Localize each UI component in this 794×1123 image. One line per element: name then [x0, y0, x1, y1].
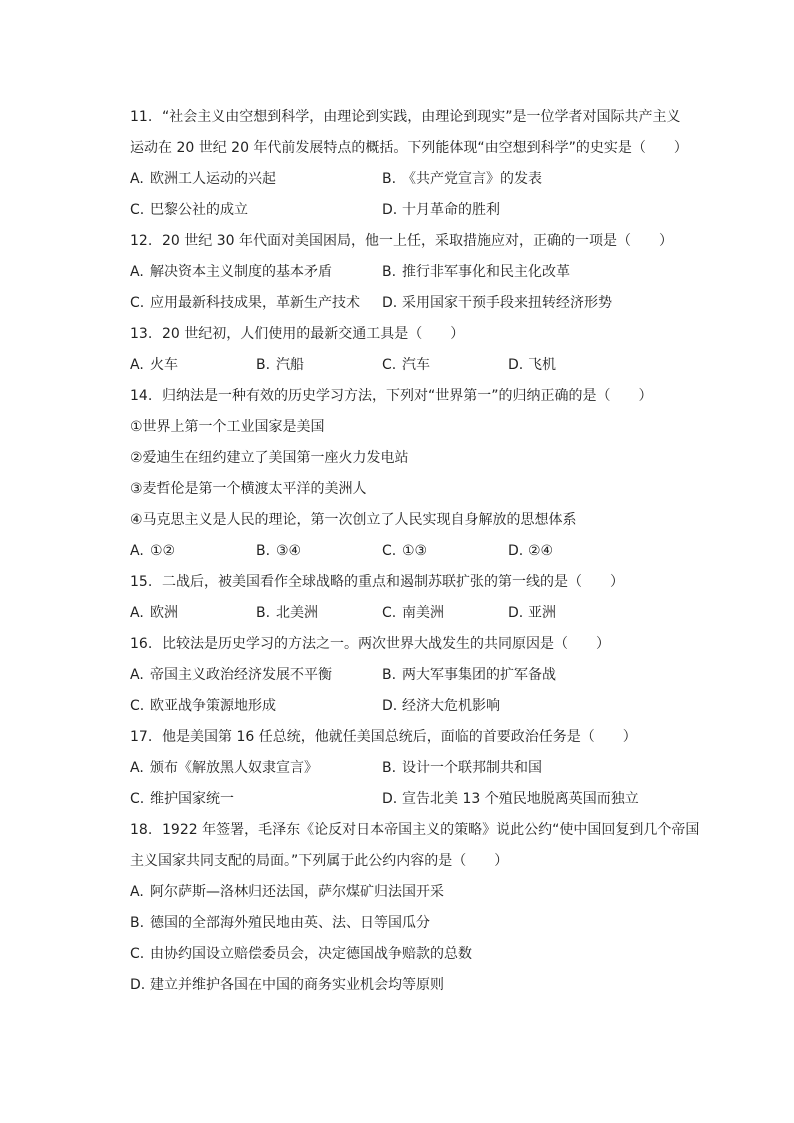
- answer-option: [382, 288, 634, 319]
- option-text: 巴黎公社的成立: [150, 202, 248, 218]
- answer-option: [382, 195, 634, 226]
- option-text: 经济大危机影响: [402, 698, 500, 714]
- answer-option: [130, 691, 382, 722]
- options-row: [130, 164, 690, 195]
- option-letter: C.: [130, 202, 145, 218]
- option-text: ③④: [276, 543, 302, 559]
- question-number: 17.: [130, 729, 153, 745]
- question-stem: [130, 319, 690, 350]
- options-row: [130, 784, 690, 815]
- answer-option: [130, 164, 382, 195]
- options-row: [130, 257, 690, 288]
- question-number: 12.: [130, 233, 153, 249]
- option-letter: D.: [382, 791, 398, 807]
- option-text: ①②: [150, 543, 176, 559]
- answer-option: [508, 350, 634, 381]
- option-text: 帝国主义政治经济发展不平衡: [150, 667, 332, 683]
- option-text: 北美洲: [276, 605, 318, 621]
- answer-option: [130, 660, 382, 691]
- option-text: 欧洲工人运动的兴起: [150, 171, 276, 187]
- option-text: 解决资本主义制度的基本矛盾: [150, 264, 332, 280]
- option-text: 十月革命的胜利: [402, 202, 500, 218]
- options-row: [130, 195, 690, 226]
- option-letter: A.: [130, 605, 144, 621]
- option-text: 推行非军事化和民主化改革: [402, 264, 570, 280]
- answer-option: [130, 977, 444, 993]
- option-letter: D.: [382, 202, 398, 218]
- option-text: 采用国家干预手段来扭转经济形势: [402, 295, 612, 311]
- option-letter: C.: [130, 791, 145, 807]
- option-letter: A.: [130, 667, 144, 683]
- answer-option: [130, 884, 444, 900]
- options-row: [130, 598, 690, 629]
- option-text: ②④: [528, 543, 554, 559]
- question-stem-continued: [130, 133, 690, 164]
- question-number: 11.: [130, 109, 153, 125]
- answer-option: [382, 257, 634, 288]
- question-statement: ①世界上第一个工业国家是美国: [130, 419, 325, 435]
- options-row: [130, 288, 690, 319]
- option-text: 《共产党宣言》的发表: [402, 171, 542, 187]
- answer-option: [130, 288, 382, 319]
- question-stem: [130, 102, 690, 133]
- question-text: 1922 年签署，毛泽东《论反对日本帝国主义的策略》说此公约“使中国回复到几个帝国: [162, 822, 700, 838]
- option-text: 南美洲: [402, 605, 444, 621]
- option-letter: B.: [130, 915, 145, 931]
- option-text: 建立并维护各国在中国的商务实业机会均等原则: [150, 977, 444, 993]
- answer-option: [382, 164, 634, 195]
- answer-option: [130, 195, 382, 226]
- option-letter: C.: [130, 295, 145, 311]
- option-letter: D.: [382, 698, 398, 714]
- question-stem: [130, 226, 690, 257]
- option-text: 汽车: [402, 357, 430, 373]
- option-text: 德国的全部海外殖民地由英、法、日等国瓜分: [150, 915, 430, 931]
- question-number: 18.: [130, 822, 153, 838]
- options-row: [130, 350, 690, 381]
- option-text: 设计一个联邦制共和国: [402, 760, 542, 776]
- option-letter: B.: [382, 760, 397, 776]
- option-letter: D.: [508, 543, 524, 559]
- answer-option: [256, 598, 382, 629]
- question-statement: ④马克思主义是人民的理论，第一次创立了人民实现自身解放的思想体系: [130, 512, 577, 528]
- option-letter: B.: [256, 357, 271, 373]
- question-stem: [130, 815, 700, 846]
- question-text: 运动在 20 世纪 20 年代前发展特点的概括。下列能体现“由空想到科学”的史实是（ ）: [130, 140, 688, 156]
- option-letter: A.: [130, 171, 144, 187]
- question-stem: [130, 629, 690, 660]
- option-letter: D.: [130, 977, 146, 993]
- option-letter: D.: [382, 295, 398, 311]
- question-text: 他是美国第 16 任总统，他就任美国总统后，面临的首要政治任务是（ ）: [162, 729, 637, 745]
- question-statement: ②爱迪生在纽约建立了美国第一座火力发电站: [130, 450, 409, 466]
- answer-option: [130, 257, 382, 288]
- option-text: 颁布《解放黑人奴隶宣言》: [150, 760, 318, 776]
- option-text: 欧亚战争策源地形成: [150, 698, 276, 714]
- answer-option: [256, 350, 382, 381]
- option-letter: D.: [508, 357, 524, 373]
- option-letter: B.: [382, 667, 397, 683]
- option-text: 欧洲: [150, 605, 178, 621]
- question-stem: [130, 381, 690, 412]
- answer-option: [508, 598, 634, 629]
- question-text: 20 世纪 30 年代面对美国困局，他一上任，采取措施应对，正确的一项是（ ）: [162, 233, 673, 249]
- answer-option: [130, 784, 382, 815]
- option-text: 亚洲: [528, 605, 556, 621]
- option-letter: A.: [130, 264, 144, 280]
- option-letter: B.: [256, 605, 271, 621]
- answer-option: [382, 598, 508, 629]
- option-letter: A.: [130, 884, 144, 900]
- question-text: 20 世纪初，人们使用的最新交通工具是（ ）: [162, 326, 465, 342]
- question-text: 比较法是历史学习的方法之一。两次世界大战发生的共同原因是（ ）: [162, 636, 610, 652]
- option-letter: A.: [130, 760, 144, 776]
- options-row: [130, 536, 690, 567]
- options-row: [130, 753, 690, 784]
- answer-option: [382, 784, 639, 815]
- answer-option: [130, 536, 256, 567]
- option-letter: C.: [382, 357, 397, 373]
- option-text: ①③: [402, 543, 428, 559]
- option-text: 汽船: [276, 357, 304, 373]
- option-text: 由协约国设立赔偿委员会，决定德国战争赔款的总数: [150, 946, 472, 962]
- option-letter: A.: [130, 357, 144, 373]
- option-letter: C.: [130, 946, 145, 962]
- option-text: 维护国家统一: [150, 791, 234, 807]
- options-row: [130, 660, 690, 691]
- option-text: 宣告北美 13 个殖民地脱离英国而独立: [402, 791, 639, 807]
- question-number: 15.: [130, 574, 153, 590]
- answer-option: [130, 753, 382, 784]
- answer-option: [508, 536, 634, 567]
- answer-option: [256, 536, 382, 567]
- options-row: [130, 970, 690, 1001]
- option-letter: B.: [382, 264, 397, 280]
- option-text: 应用最新科技成果，革新生产技术: [150, 295, 360, 311]
- option-letter: B.: [256, 543, 271, 559]
- answer-option: [382, 536, 508, 567]
- question-stem-continued: [130, 846, 690, 877]
- option-letter: B.: [382, 171, 397, 187]
- options-row: [130, 908, 690, 939]
- answer-option: [130, 598, 256, 629]
- option-text: 飞机: [528, 357, 556, 373]
- options-row: [130, 939, 690, 970]
- answer-option: [130, 946, 472, 962]
- question-number: 13.: [130, 326, 153, 342]
- option-text: 火车: [150, 357, 178, 373]
- answer-option: [382, 660, 634, 691]
- answer-option: [130, 350, 256, 381]
- option-letter: C.: [382, 543, 397, 559]
- question-number: 16.: [130, 636, 153, 652]
- question-text: 主义国家共同支配的局面。”下列属于此公约内容的是（ ）: [130, 853, 509, 869]
- answer-option: [130, 915, 430, 931]
- answer-option: [382, 350, 508, 381]
- options-row: [130, 877, 690, 908]
- answer-option: [382, 753, 634, 784]
- options-row: [130, 691, 690, 722]
- question-text: 归纳法是一种有效的历史学习方法，下列对“世界第一”的归纳正确的是（ ）: [162, 388, 653, 404]
- question-stem: [130, 722, 690, 753]
- question-text: “社会主义由空想到科学，由理论到实践，由理论到现实”是一位学者对国际共产主义: [162, 109, 681, 125]
- question-statement: ③麦哲伦是第一个横渡太平洋的美洲人: [130, 481, 367, 497]
- option-letter: D.: [508, 605, 524, 621]
- option-letter: C.: [382, 605, 397, 621]
- question-number: 14.: [130, 388, 153, 404]
- option-text: 阿尔萨斯—洛林归还法国，萨尔煤矿归法国开采: [150, 884, 444, 900]
- question-stem: [130, 567, 690, 598]
- option-letter: C.: [130, 698, 145, 714]
- answer-option: [382, 691, 634, 722]
- question-text: 二战后，被美国看作全球战略的重点和遏制苏联扩张的第一线的是（ ）: [162, 574, 624, 590]
- option-text: 两大军事集团的扩军备战: [402, 667, 556, 683]
- option-letter: A.: [130, 543, 144, 559]
